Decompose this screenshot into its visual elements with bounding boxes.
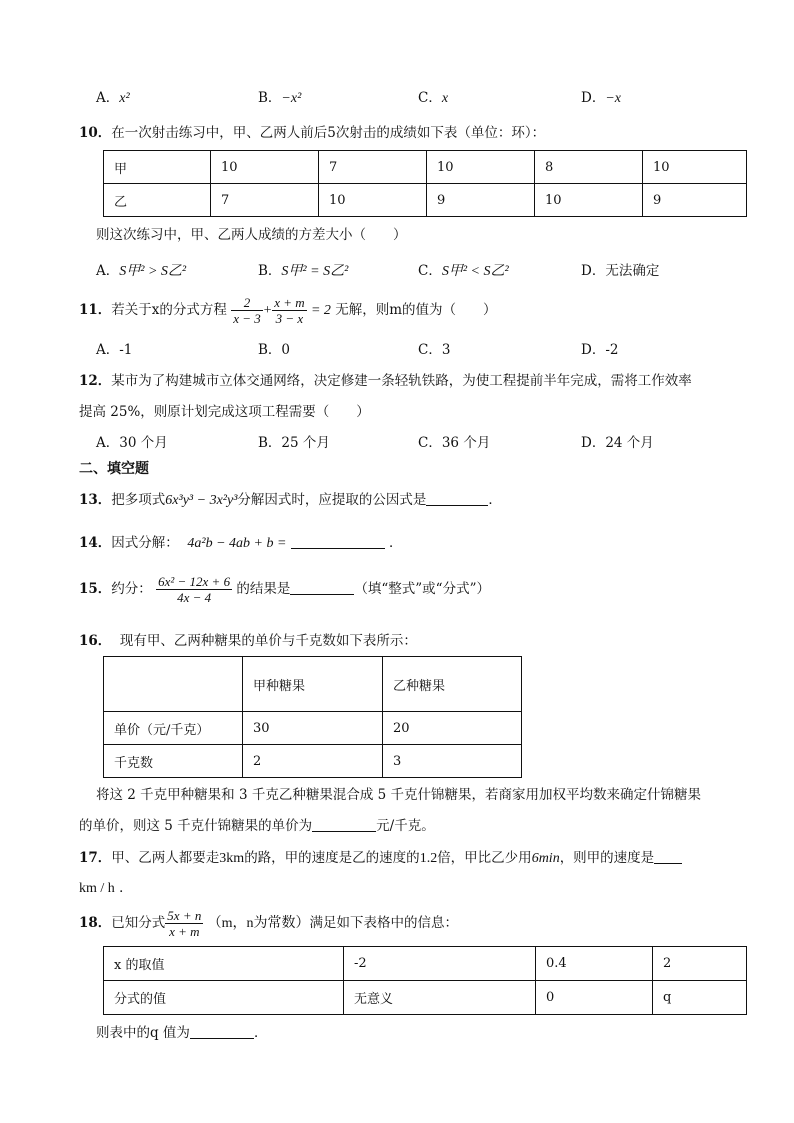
answer-blank[interactable] bbox=[190, 1024, 254, 1039]
q11-option-b: B．0 bbox=[258, 342, 291, 358]
q10-option-d: D．无法确定 bbox=[581, 263, 660, 279]
table-cell: 单价（元/千克） bbox=[104, 712, 243, 745]
answer-blank[interactable] bbox=[312, 817, 376, 832]
table-cell: 8 bbox=[535, 151, 643, 184]
q12-option-a: A．30 个月 bbox=[96, 435, 168, 451]
q10-question: 则这次练习中，甲、乙两人成绩的方差大小（ ） bbox=[96, 227, 407, 243]
table-cell: 9 bbox=[643, 184, 747, 217]
q12-option-d: D．24 个月 bbox=[581, 435, 654, 451]
q18-question: 则表中的q 值为 ． bbox=[96, 1025, 268, 1041]
q16-candy-table bbox=[103, 656, 522, 778]
table-cell: 9 bbox=[427, 184, 535, 217]
table-header-cell bbox=[104, 657, 243, 712]
answer-blank[interactable] bbox=[291, 534, 385, 549]
q9-option-d: D．−x bbox=[581, 90, 621, 106]
answer-blank[interactable] bbox=[290, 580, 354, 595]
table-cell: 20 bbox=[383, 712, 522, 745]
table-cell: 10 bbox=[643, 151, 747, 184]
table-cell: q bbox=[653, 981, 747, 1015]
q12-stem-line2: 提高 25%，则原计划完成这项工程需要（ ） bbox=[79, 404, 370, 420]
q11-option-a: A．-1 bbox=[96, 342, 133, 358]
table-cell: 10 bbox=[319, 184, 427, 217]
q11-option-d: D．-2 bbox=[581, 342, 619, 358]
q18-stem: 18．已知分式 $\frac{5x + n}{x + m}$ （m，n为常数）满足如下表格中的信息： bbox=[79, 908, 459, 939]
table-cell: -2 bbox=[344, 947, 536, 981]
table-cell: 0 bbox=[536, 981, 653, 1015]
table-cell: 分式的值 bbox=[104, 981, 344, 1015]
q12-option-c: C．36 个月 bbox=[418, 435, 491, 451]
table-header-cell: 甲种糖果 bbox=[243, 657, 383, 712]
q17-stem: 17．甲、乙两人都要走3km的路，甲的速度是乙的速度的1.2倍，甲比乙少用6min，则甲的速度是 bbox=[79, 849, 682, 868]
q11-fraction-2: $\frac{x + m}{3 - x}$ bbox=[274, 295, 305, 326]
table-cell: 甲 bbox=[104, 151, 211, 184]
q10-option-c: C．S甲² < S乙² bbox=[418, 263, 509, 279]
q10-option-a: A．S甲² > S乙² bbox=[96, 263, 187, 279]
q12-stem-line1: 12．某市为了构建城市立体交通网络，决定修建一条轻轨铁路，为使工程提前半年完成，需将工作效率 bbox=[79, 373, 692, 389]
q9-option-b: B．−x² bbox=[258, 90, 302, 106]
table-cell: 30 bbox=[243, 712, 383, 745]
table-cell: 2 bbox=[653, 947, 747, 981]
q11-option-c: C．3 bbox=[418, 342, 451, 358]
table-cell: 7 bbox=[211, 184, 319, 217]
answer-blank[interactable] bbox=[654, 849, 682, 864]
q9-option-c: C．x bbox=[418, 90, 449, 106]
q11-fraction-1: $\frac{2}{x - 3}$ bbox=[233, 295, 261, 326]
table-cell: 无意义 bbox=[344, 981, 536, 1015]
q11-stem: 11．若关于x的分式方程 $\frac{2}{x - 3}$ + $\frac{x + m}{3 - x}$ = 2 无解，则m的值为（ ） bbox=[79, 295, 497, 326]
section-heading-fill-in: 二、填空题 bbox=[79, 461, 149, 477]
q10-option-b: B．S甲² = S乙² bbox=[258, 263, 349, 279]
table-cell: 10 bbox=[211, 151, 319, 184]
q16-body-line1: 将这 2 千克甲种糖果和 3 千克乙种糖果混合成 5 千克什锦糖果，若商家用加权平均数来确定什锦糖果 bbox=[96, 787, 702, 803]
q10-stem: 10．在一次射击练习中，甲、乙两人前后5次射击的成绩如下表（单位：环）： bbox=[79, 125, 546, 141]
q17-unit: km / h ． bbox=[79, 880, 133, 896]
table-cell: 乙 bbox=[104, 184, 211, 217]
table-cell: 0.4 bbox=[536, 947, 653, 981]
answer-blank[interactable] bbox=[426, 491, 488, 506]
table-cell: 7 bbox=[319, 151, 427, 184]
q18-value-table bbox=[103, 946, 747, 1015]
q9-option-a: A．x² bbox=[96, 90, 130, 106]
q14-stem: 14．因式分解： 4a²b − 4ab + b = ． bbox=[79, 535, 403, 551]
table-cell: 千克数 bbox=[104, 745, 243, 778]
q16-stem: 16． 现有甲、乙两种糖果的单价与千克数如下表所示： bbox=[79, 633, 417, 649]
table-cell: 2 bbox=[243, 745, 383, 778]
q15-stem: 15．约分： $\frac{\text{6x² − 12x + 6}}{4x - 4}$ 的结果是 （填“整式”或“分式”） bbox=[79, 574, 490, 605]
q15-fraction: $\frac{\text{6x² − 12x + 6}}{4x - 4}$ bbox=[158, 574, 231, 605]
table-cell: 10 bbox=[427, 151, 535, 184]
q16-body-line2: 的单价，则这 5 千克什锦糖果的单价为 元/千克。 bbox=[79, 818, 435, 834]
table-cell: 3 bbox=[383, 745, 522, 778]
table-cell: x 的取值 bbox=[104, 947, 344, 981]
q13-stem: 13．把多项式6x³y³ − 3x²y³分解因式时，应提取的公因式是 ． bbox=[79, 492, 502, 508]
q18-fraction: $\frac{5x + n}{x + m}$ bbox=[167, 908, 202, 939]
q10-score-table bbox=[103, 150, 747, 217]
q12-option-b: B．25 个月 bbox=[258, 435, 330, 451]
table-cell: 10 bbox=[535, 184, 643, 217]
table-header-cell: 乙种糖果 bbox=[383, 657, 522, 712]
